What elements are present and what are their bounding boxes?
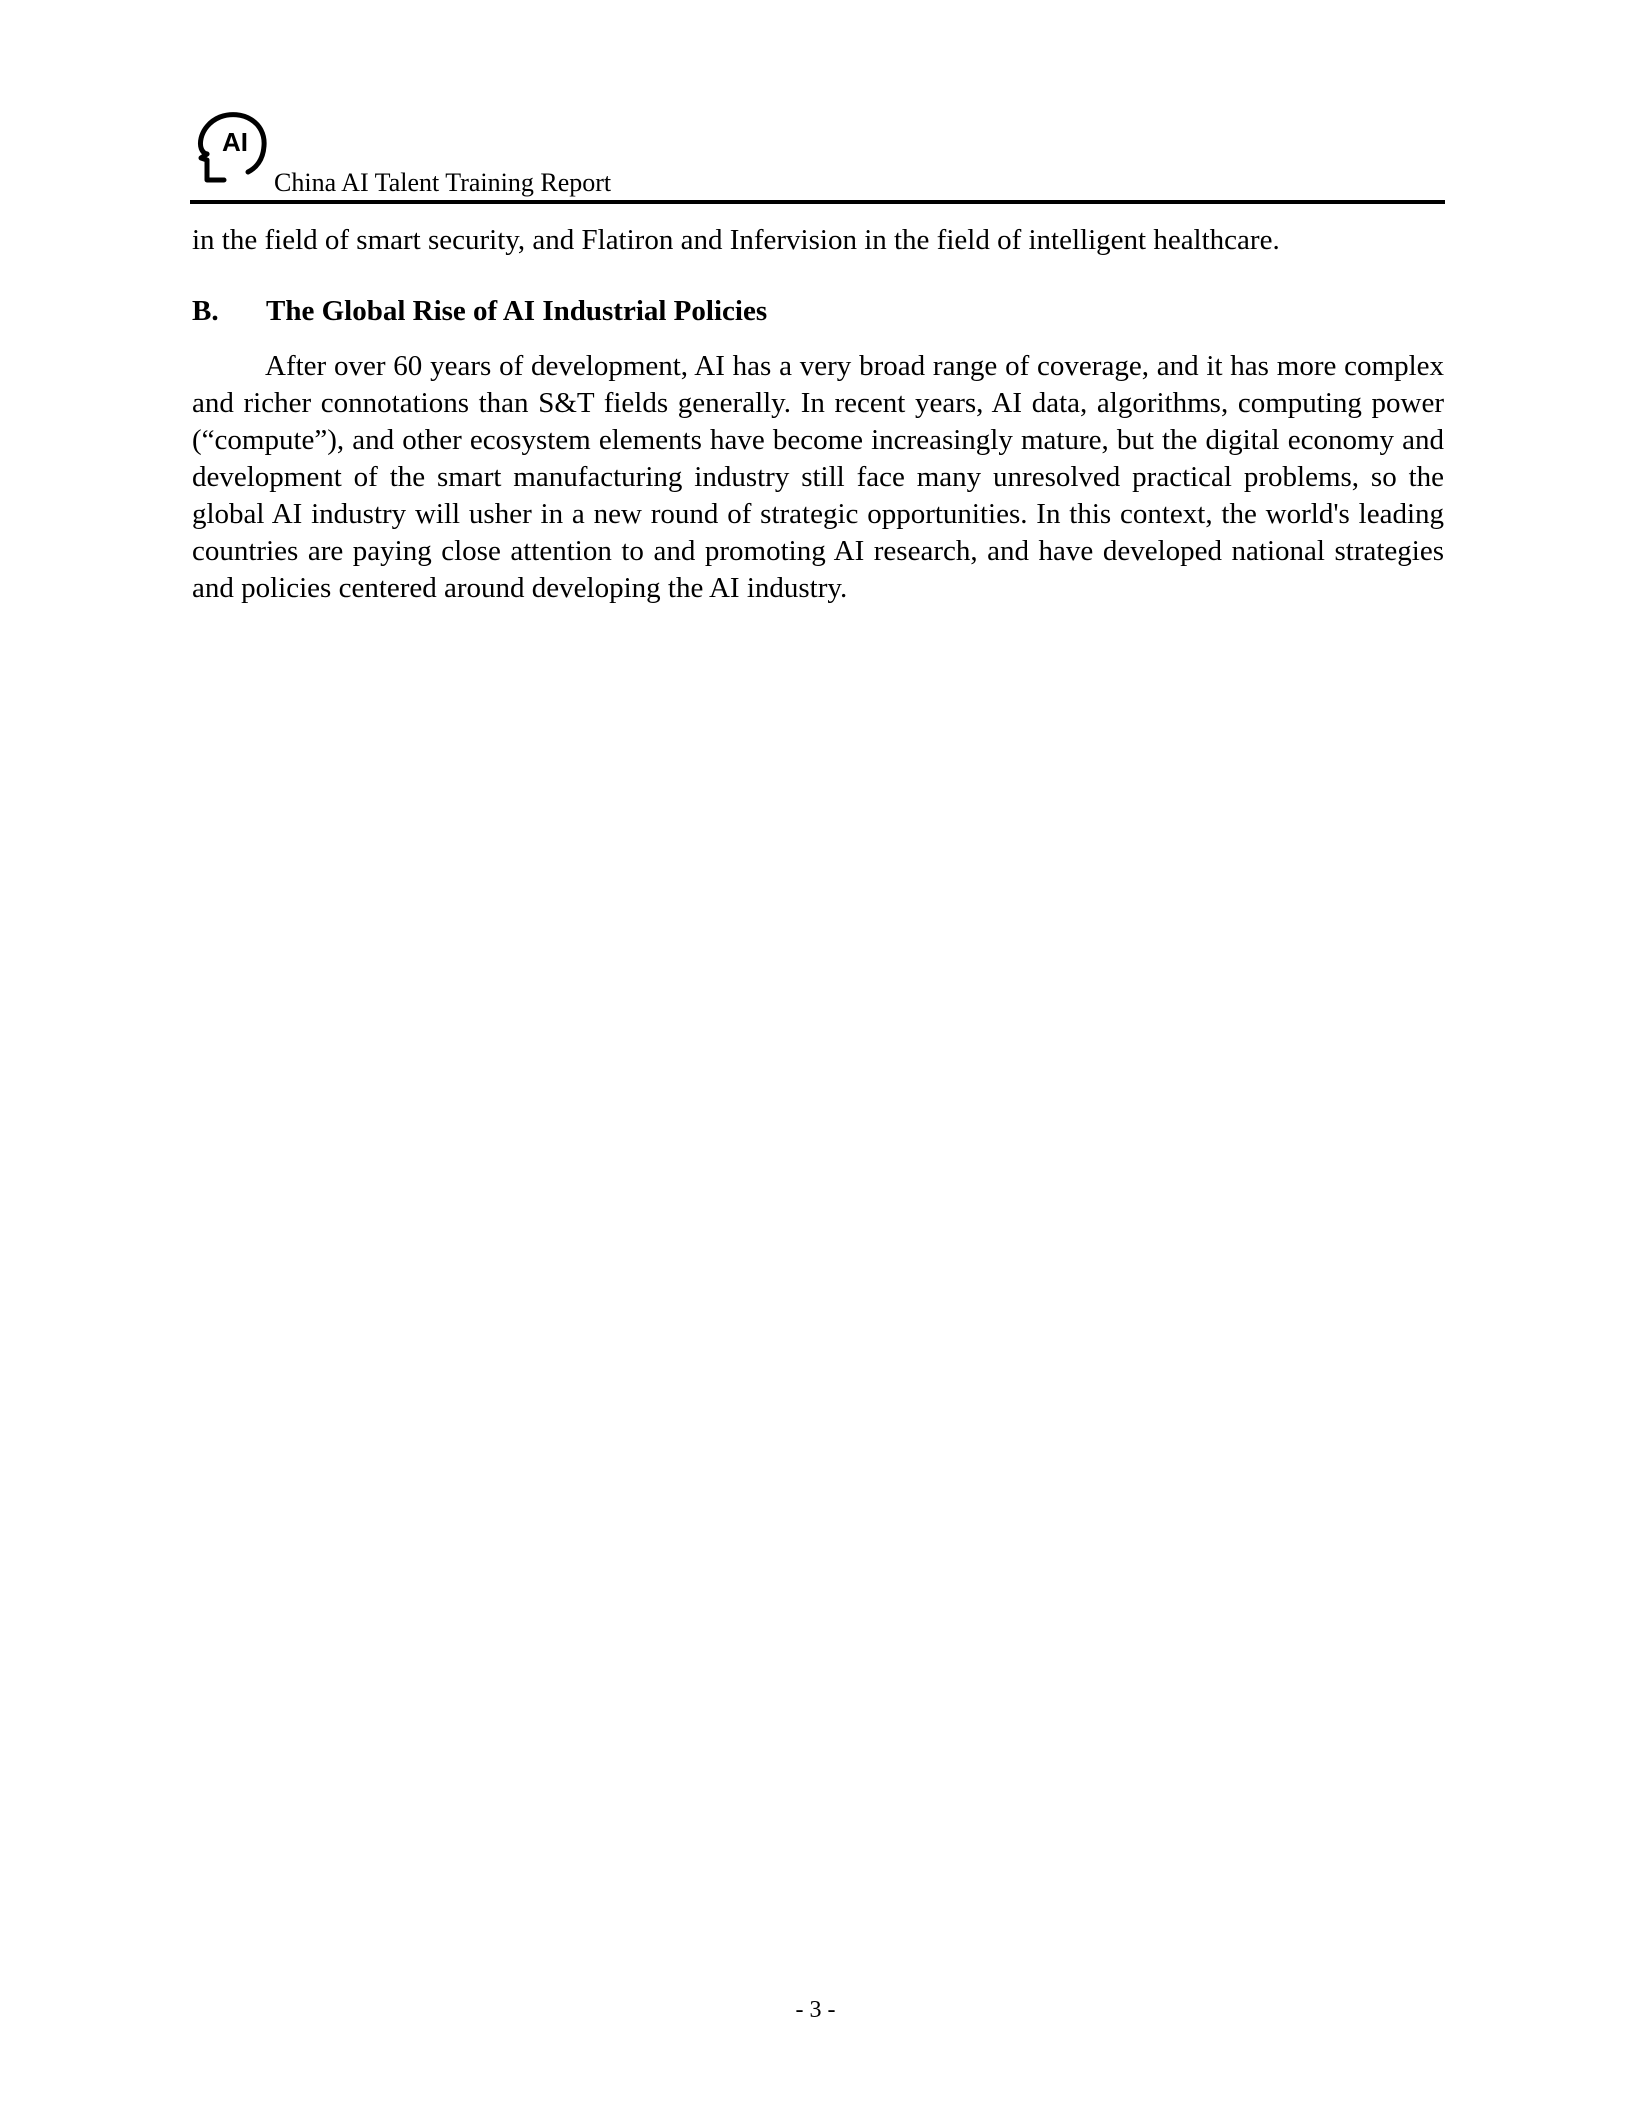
header-divider bbox=[190, 200, 1445, 204]
running-header-title: China AI Talent Training Report bbox=[274, 168, 612, 197]
page-header bbox=[190, 108, 1445, 204]
page-number: - 3 - bbox=[795, 1997, 836, 2023]
logo-text: AI bbox=[222, 127, 248, 157]
body-paragraph: After over 60 years of development, AI has a very broad range of coverage, and it has more complex and richer connotations than S&T fields generally. In recent years, AI data, algorithms, computing power (“compute”), and other ecosystem elements have become increasingly mature, but the digital economy and development of the smart manufacturing industry still face many unresolved practical problems, so the global AI industry will usher in a new round of strategic opportunities. In this context, the world's leading countries are paying close attention to and promoting AI research, and have developed national strategies and policies centered around developing the AI industry. bbox=[192, 350, 1444, 604]
continuation-text: in the field of smart security, and Flatiron and Infervision in the field of intelligent healthcare. bbox=[192, 224, 1280, 256]
page-body bbox=[192, 222, 1444, 607]
section-title: The Global Rise of AI Industrial Policies bbox=[266, 295, 768, 327]
ai-head-logo-icon bbox=[190, 108, 276, 194]
section-number: B. bbox=[192, 295, 219, 327]
section-heading bbox=[192, 293, 1444, 330]
